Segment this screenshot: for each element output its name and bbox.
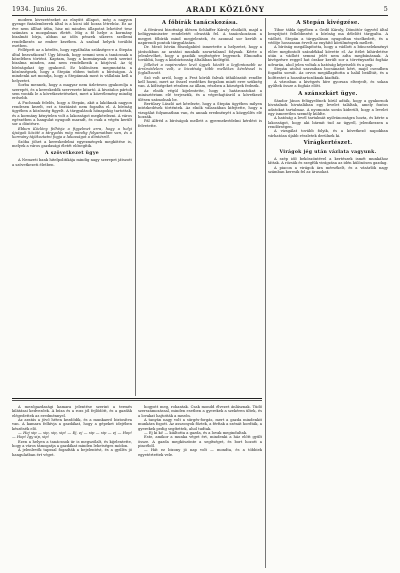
bottom-column-1 xyxy=(12,405,132,565)
article-heading: A főbírák tanácskozása. xyxy=(162,20,238,26)
article-paragraph: modern kivezetéseket az elnyűtt állapot, még a nagyon gyenge fiatalemberek által is a kicsi idő hozza létrehúz. Ez az éve nem állhat útba, hisz mi minden állapotat lehetővé tesz számára a mozgalmas életét. Mig a fő helye a kormány bizalmát bírja, abban az idős pénzek sikeres szellemi rendelkezés az ember kezében. A szabad helyek további esetben. xyxy=(12,18,132,49)
article-paragraph: A jelenlevők tapssal fogadták a bejelentést, és a gyűlés jó hangulatban ért véget. xyxy=(12,448,132,457)
article-paragraph: A tanyán nagy volt a sürgés-forgás, mert a gazda mindenkit munkára fogott. Az asszonyok főztek, a férfiak a szénát hordták, a gyerekek pedig segítettek, ahol tudtak. xyxy=(138,418,262,431)
article-paragraph: Stepán utolsó szavaiban bocsánatot kért, majd csendben fogadta sorsát. Az orvos megállapította a halál beálltát, és a holttestet a hozzátartozóknak kiadták. xyxy=(268,67,388,80)
section-separator xyxy=(12,398,262,399)
newspaper-title: ARADI KÖZLÖNY xyxy=(186,5,265,14)
article-paragraph: A hatóság a levél tartalmát nyilvánosságra hozta, és kérte a lakosságot, hogy aki bármit tud az ügyről, jelentkezzen a rendőrségen. xyxy=(268,116,388,129)
article-paragraph: Az aratás a jövő héten kezdődik, és a munkaerő biztosítva van. A kamara felhívja a gazdákat, hogy a gépeket idejében készítsék elő. xyxy=(12,418,132,431)
article-paragraph: — Hej sip — sip, sip, sip! — Ej, ej — sip — sip — ej — Hop! — Hop! Igy sip, sip! xyxy=(12,431,132,440)
article-paragraph: Az elnök végül kijelentette, hogy a határozatokat a minisztérium elé terjesztik, és a végrehajtásról a következő ülésen számolnak be. xyxy=(138,88,262,102)
column-divider xyxy=(265,18,266,568)
page-number: 5 xyxy=(383,6,388,13)
article-paragraph: A Fuchsnak felelős, hogy a Stepán, akit a lakóknak nagyon rendesen kezelt, ezt a tisztázást nem fogadta el. A bíróság ügyében a közönség figyelt. A tárgyalások hónapokig tartottak, és a kormány kénytelen volt a lakosságot megkérdezni. A város egészében a hangulat nyugodt maradt, és csak a végén került sor a döntésre. xyxy=(12,100,132,127)
article-paragraph: A bíróság megállapította, hogy a vádlott a bűncselekményt előre megfontolt szándékkal követte el. Az ítélet kihirdetése után a vádlott semmi jelét nem adta megbánásnak. A kivégzésre reggel hat órakor került sor a törvényszéki fogház udvarán, ahol jelen voltak a hatóság képviselői és a pap. xyxy=(268,45,388,67)
article-paragraph: A mezőgazdasági kamara jelentése szerint a termés kilátásai kedvezőek. A búza és a rozs jól fejlődött, és a gazdák elégedettek az eredménnyel. xyxy=(12,405,132,418)
article-paragraph: Ezen a helyen a tanácsnok úr is megszólalt, és kijelentette, hogy a város támogatja a gazdákat minden lehetséges módon. xyxy=(12,439,132,449)
article-paragraph: A fővárosi bizottsági ülésen Schlaffer Károly elnökölt, majd a belügyminiszter rendeletét olvasták fel. A tanácskozáson a megyei főbírák mind megjelentek, és azonnal sor került a napirendi pontok tárgyalására. xyxy=(138,28,262,46)
article-paragraph: A vizsgálat tovább folyik, és a következő napokban várhatóan újabb részletek derülnek ki. xyxy=(268,129,388,138)
article-paragraph: A városban a kivégzés híre gyorsan elterjedt, és sokan gyűltek össze a fogház előtt. xyxy=(268,80,388,89)
article-paragraph: Bertilary László azt kérdezte, hogy a Stepán ügyében milyen intézkedések történtek. Az elnök válaszában kifejtette, hogy a vizsgálat folyamatban van, és annak eredményét a közgyűlés elé hozzák. xyxy=(138,101,262,119)
article-heading: A Stepán kivégzése. xyxy=(296,20,360,26)
article-paragraph: Tibor tábla ügyében a Gedő Károly, Dömötör ügyvéd által benyújtott fellebbezést a bíróság ma délelőtt tárgyalta. A vádlott, Stepán a tárgyaláson nyugodtan viselkedett, és a védője hosszasan érvelt az enyhítő körülmények mellett. xyxy=(268,28,388,46)
article-paragraph: Pál Alfréd a bíróságok mellett a gyermekvédelmi kérdést is felvetette. xyxy=(138,119,262,128)
bottom-column-2 xyxy=(138,405,262,565)
article-paragraph: Sándor János felügyelőnek hírül adták, hogy a gyakornok hivatalnok hivatalában egy levelet találtak, amely fontos adatokat tartalmaz. A nyomozás során kiderült, hogy a levelet egy ismeretlen személy küldte. xyxy=(268,98,388,116)
article-paragraph: Szó volt arról, hogy a Pest körüli falvak úthálózatát rendbe kell hozni, mert az ősszel esedékes forgalom miatt erre szükség van. A költségeket részben az állam, részben a községek fedezik. xyxy=(138,75,262,89)
page-header xyxy=(12,4,388,15)
header-date: 1934. Junius 26. xyxy=(12,6,68,13)
article-paragraph: Sorba mennek, hogy a magyar nem üzletesen gyakorolja a szerepét, és a kereskedők szervezete kitartó. A hivatalos pártok sem vonták le a következtetéseket, mert a közvélemény mindig erősebb. xyxy=(12,83,132,101)
article-paragraph: Este, amikor a munka véget ért, mindenki a ház előtt gyűlt össze. A gazda megköszönte a segítséget, és bort hozott a pincéből. xyxy=(138,435,262,449)
article-paragraph: hogyott meg, rohantak. Csak mondd élvezet ánlásznak. Tüdő szerszámozással, minden esetben a gyerekek a szekéren ültek, és a lovakat hajtották a mezőn. xyxy=(138,405,262,418)
section-heading: A szövetkezet ügye xyxy=(44,151,100,157)
article-paragraph: A szép idő beköszöntével a kertészek ismét munkához láttak. A rózsák és szegfűk virágzása az idén különösen gazdag. xyxy=(268,156,388,166)
article-paragraph: A Nemzeti bank hitelpolitikája mindig nagy szerepet játszott a szövetkezeti életben. xyxy=(12,158,132,167)
column-divider xyxy=(135,18,136,396)
article-paragraph: A piacon a virágok ára mérsékelt, és a vásárlók nagy számban keresik fel az árusokat. xyxy=(268,165,388,174)
section-separator xyxy=(12,400,262,401)
article-paragraph: Jóllehet a napirenden levő ügyek között a legfontosabb az árvízvédelem volt, a bizottság több mellékes kérdéssel is foglalkozott. xyxy=(138,62,262,76)
column-1 xyxy=(12,18,132,396)
article-heading: A szánszkárt ügye. xyxy=(298,90,358,97)
article-heading: Virágkertészet. xyxy=(303,139,353,146)
column-2 xyxy=(138,18,262,396)
article-paragraph: Fellépett az a kérdés, hogy egyáltalán szükséges-e a Stepán által beavatkozni? Ugy látszik, hogy semmi sem a tanácsnak a közelében történt. Kaptam, hogy a kormánynak ezek szerint bizalma minden, ami nem rendelkezik a közjóval. Az új bíróságokat így gyakorol. Ez különösen megmutatta a közönségnek, hogy a Stepán ebben tudott a bíróságon. A mindenki azt mondja, hogy a Stepánnak most is vállalnia kell a helyzetet. xyxy=(12,48,132,83)
article-paragraph: — Ej ki ki! — kiáltotta a gazda, és a lovak megindultak. xyxy=(144,431,248,436)
article-paragraph: Szóba jöhet a kereskedelmi egyezmények megkötése is, melyek a város gazdasági életét elősegítik. xyxy=(12,139,132,148)
header-rule xyxy=(12,15,388,16)
article-subheading: Virágok jég után vázlata vagyunk. xyxy=(279,149,377,155)
article-paragraph: Dr. Mező István főszolgabíró ismertette a helyzetet, hogy a járásokban az aratási munkák zavartalanul folynak. Kérte a jelenlevőket, hogy a gazdák segítségére legyenek. Elmondta továbbá, hogy a közbiztonság általában kielégítő. xyxy=(138,45,262,63)
article-paragraph: — Hát ez bizony jó nap volt — mondta, és a többiek egyetértettek vele. xyxy=(138,448,262,457)
column-3 xyxy=(268,18,388,568)
italic-note: Ebben Közlöny felhívja a figyelmet arra, hogy a helyi újságok között a tárgyalás még mindig folyamatban van, és a kormány tájékoztatni fogja a lakosságot a döntésről. xyxy=(12,126,132,140)
